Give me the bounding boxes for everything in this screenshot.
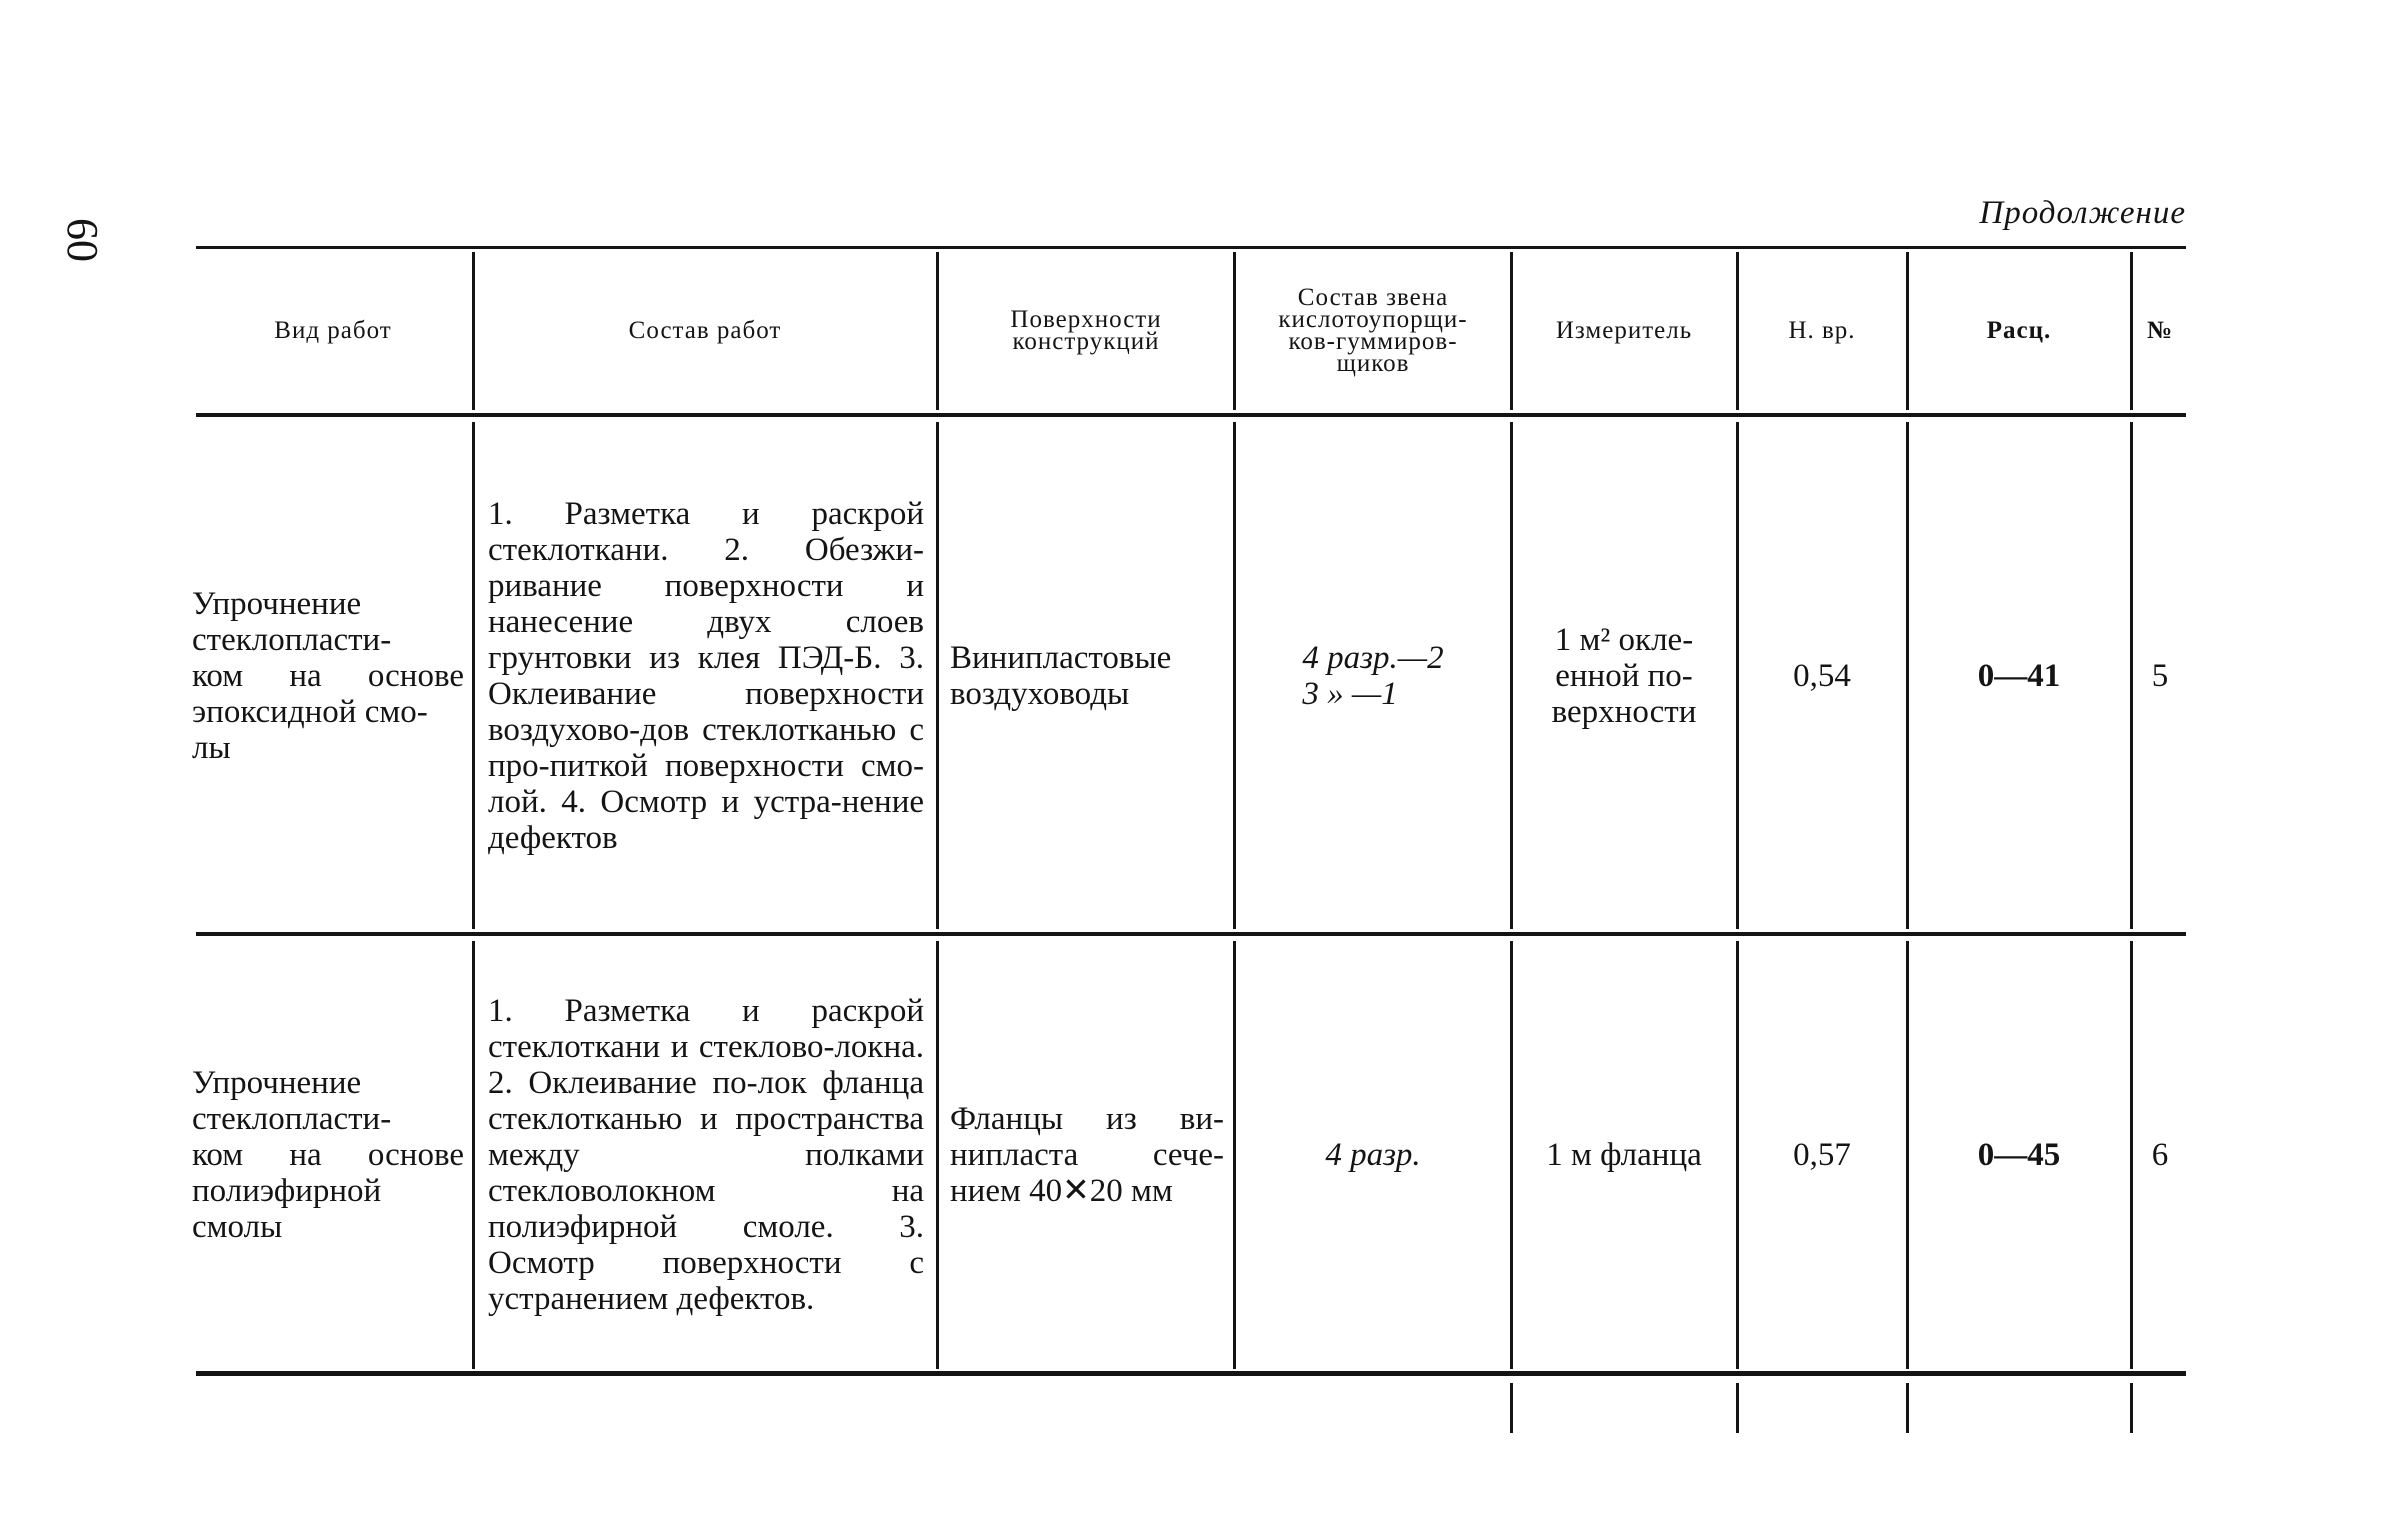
- column-divider: [472, 252, 475, 410]
- column-divider: [2130, 422, 2133, 929]
- column-divider: [1736, 252, 1739, 410]
- row-1-vid-rabot: Упрочнение стеклопласти- ком на основе эпоксидной смо- лы: [192, 585, 464, 766]
- row-2-rasc: 0—45: [1977, 1137, 2061, 1173]
- continuation-label: Продолжение: [1979, 195, 2186, 231]
- column-divider: [1906, 941, 1909, 1369]
- row-2-sostav-zvena: 4 разр.: [1325, 1137, 1421, 1173]
- row-2-vid-rabot: Упрочнение стеклопласти- ком на основе полиэфирной смолы: [192, 1065, 464, 1245]
- column-divider: [1233, 941, 1236, 1369]
- page-number: 60: [58, 218, 107, 262]
- row-divider-rule: [196, 932, 2186, 936]
- column-divider-stub: [1510, 1383, 1513, 1433]
- row-1-rasc: 0—41: [1977, 657, 2061, 694]
- column-divider: [472, 422, 475, 929]
- row-1-sostav-zvena: 4 разр.—2 3 » —1: [1302, 639, 1444, 712]
- column-divider: [1233, 422, 1236, 929]
- column-divider: [1736, 941, 1739, 1369]
- header-izmeritel: Измеритель: [1555, 317, 1693, 344]
- header-sostav-rabot: Состав работ: [628, 317, 782, 344]
- column-divider: [1906, 252, 1909, 410]
- column-divider: [1510, 422, 1513, 929]
- column-divider-stub: [2130, 1383, 2133, 1433]
- column-divider: [1906, 422, 1909, 929]
- row-2-sostav-rabot: 1. Разметка и раскрой стеклоткани и стеклово-локна. 2. Оклеивание по-лок фланца стеклотканью и пространства между полками стекловолокном на полиэфирной смоле. 3. Осмотр поверхности с устранением дефектов.: [488, 993, 924, 1317]
- column-divider: [1510, 252, 1513, 410]
- header-nomer: №: [2146, 317, 2174, 344]
- column-divider-stub: [1736, 1383, 1739, 1433]
- row-1-izmeritel: 1 м² окле- енной по- верхности: [1551, 621, 1697, 730]
- column-divider: [2130, 252, 2133, 410]
- header-poverhnosti: Поверхности конструкций: [1010, 306, 1162, 355]
- column-divider: [936, 252, 939, 410]
- row-2-n-vr: 0,57: [1793, 1137, 1851, 1173]
- column-divider: [1233, 252, 1236, 410]
- header-bottom-rule: [196, 413, 2186, 417]
- row-1-poverhnosti: Винипластовые воздуховоды: [950, 639, 1172, 712]
- column-divider: [2130, 941, 2133, 1369]
- column-divider: [936, 422, 939, 929]
- row-1-n-vr: 0,54: [1793, 657, 1851, 694]
- column-divider: [472, 941, 475, 1369]
- column-divider-stub: [1906, 1383, 1909, 1433]
- header-rasc: Расц.: [1986, 317, 2052, 344]
- row-1-sostav-rabot: 1. Разметка и раскрой стеклоткани. 2. Обезжи-ривание поверхности и нанесение двух слоев грунтовки из клея ПЭД-Б. 3. Оклеивание поверхности воздухово-дов стеклотканью с про-питкой поверхности смо-лой. 4. Осмотр и устра-нение дефектов: [488, 495, 924, 856]
- row-1-nomer: 5: [2151, 657, 2169, 694]
- column-divider: [1736, 422, 1739, 929]
- header-n-vr: Н. вр.: [1788, 317, 1856, 344]
- header-vid-rabot: Вид работ: [274, 317, 392, 344]
- row-2-nomer: 6: [2151, 1137, 2169, 1173]
- row-2-izmeritel: 1 м фланца: [1546, 1137, 1702, 1173]
- table-bottom-rule: [196, 1371, 2186, 1376]
- table-top-rule: [196, 246, 2186, 249]
- row-2-poverhnosti: Фланцы из ви-нипласта сече-нием 40✕20 мм: [950, 1101, 1224, 1209]
- header-sostav-zvena: Состав звена кислотоупорщи- ков-гуммиров- щиков: [1278, 284, 1468, 377]
- column-divider: [936, 941, 939, 1369]
- column-divider: [1510, 941, 1513, 1369]
